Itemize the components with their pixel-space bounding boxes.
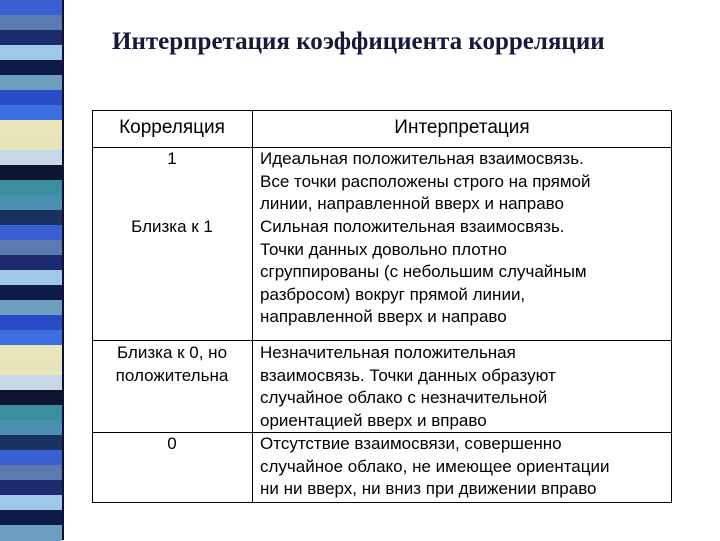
column-divider [252,110,253,503]
cell-interpretation: Отсутствие взаимосвязи, совершенно случайное облако, не имеющее ориентации ни ни вверх, ни вниз при движении вправо [260,434,610,498]
stripe-block [0,75,62,91]
header-interpretation: Интерпретация [394,117,530,138]
stripe-block [0,480,62,496]
stripe-block [0,270,62,286]
stripe-block [0,15,62,31]
cell-interpretation: Сильная положительная взаимосвязь. Точки данных довольно плотно сгруппированы (с небольшим случайным разбросом) вокруг прямой линии, направленной вверх и направо [260,217,587,326]
header-correlation: Корреляция [119,117,225,138]
stripe-block [0,105,62,121]
stripe-block [0,375,62,391]
stripe-block [0,405,62,421]
stripe-block [0,150,62,166]
decorative-stripe [0,0,62,540]
stripe-block [0,525,62,541]
stripe-block [0,300,62,316]
cell-correlation: Близка к 1 [131,217,213,236]
stripe-block [0,135,62,151]
cell-correlation: 1 [167,149,177,168]
stripe-block [0,345,62,361]
stripe-block [0,45,62,61]
stripe-block [0,30,62,46]
stripe-block [0,420,62,436]
cell-interpretation: Идеальная положительная взаимосвязь. Все точки расположены строго на прямой линии, направленной вверх и направо [260,149,591,213]
stripe-edge-line [62,0,64,540]
stripe-block [0,360,62,376]
stripe-block [0,510,62,526]
stripe-block [0,0,62,16]
stripe-block [0,330,62,346]
stripe-block [0,255,62,271]
stripe-block [0,285,62,301]
slide-title: Интерпретация коэффициента корреляции [112,28,605,55]
correlation-table [92,110,672,502]
stripe-block [0,120,62,136]
stripe-block [0,435,62,451]
stripe-block [0,390,62,406]
cell-interpretation: Незначительная положительная взаимосвязь. Точки данных образуют случайное облако с незначительной ориентацией вверх и вправо [260,343,556,430]
table-bottom-rule [92,502,672,503]
stripe-block [0,165,62,181]
stripe-block [0,315,62,331]
stripe-block [0,450,62,466]
stripe-block [0,60,62,76]
stripe-block [0,495,62,511]
table-top-rule [92,110,672,111]
stripe-block [0,240,62,256]
stripe-block [0,210,62,226]
stripe-block [0,90,62,106]
row-divider [92,340,672,341]
cell-correlation: 0 [167,434,177,453]
cell-correlation: Близка к 0, но положительна [115,343,229,385]
table-right-border [671,110,672,503]
stripe-block [0,180,62,196]
stripe-block [0,225,62,241]
stripe-block [0,465,62,481]
stripe-block [0,195,62,211]
